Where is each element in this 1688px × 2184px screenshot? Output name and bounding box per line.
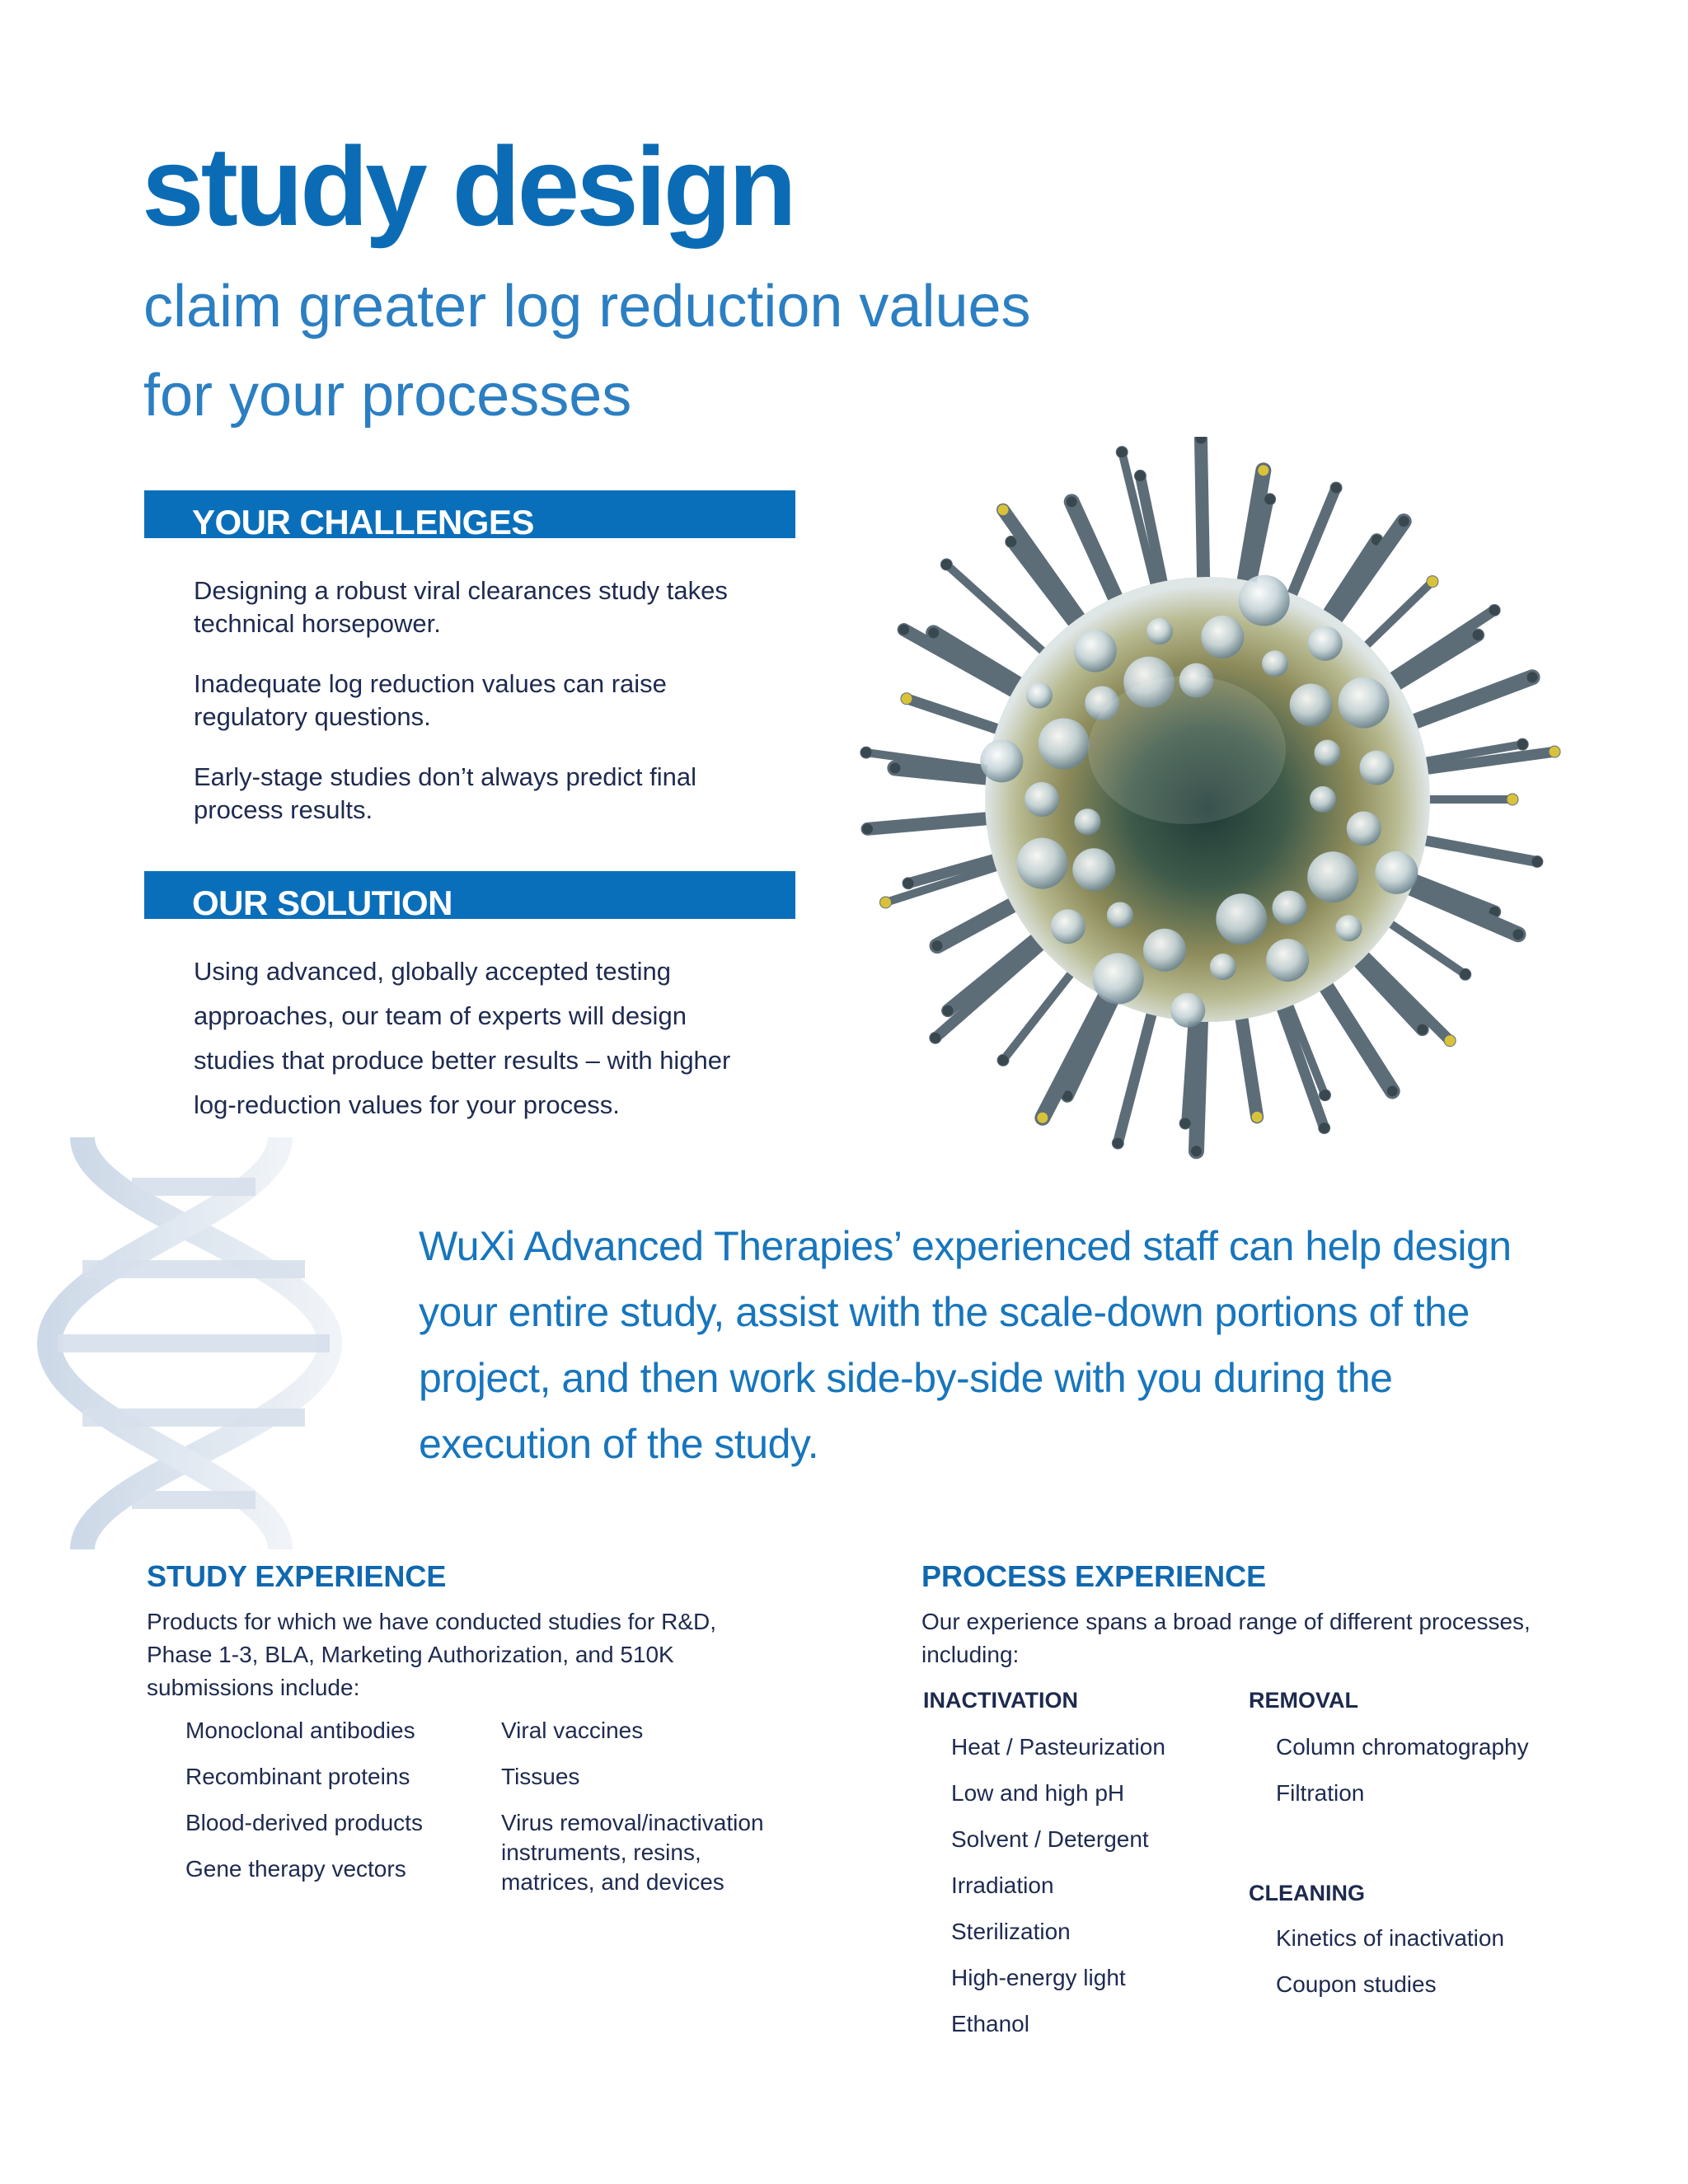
subtitle-line-2: for your processes: [143, 363, 632, 429]
list-item: Sterilization: [951, 1919, 1071, 1944]
list-item: Recombinant proteins: [185, 1764, 410, 1789]
subtitle-line-1: claim greater log reduction values: [143, 274, 1031, 340]
challenge-item: Inadequate log reduction values can raise regulatory questions.: [194, 669, 667, 731]
list-item: Heat / Pasteurization: [951, 1734, 1165, 1760]
removal-list: [1276, 1732, 1529, 1825]
page-title: study design: [142, 124, 794, 249]
page-subtitle: [143, 262, 1031, 440]
list-item: Solvent / Detergent: [951, 1826, 1149, 1852]
challenges-heading: YOUR CHALLENGES: [192, 503, 534, 538]
list-item: Filtration: [1276, 1780, 1365, 1806]
inactivation-heading: INACTIVATION: [923, 1688, 1078, 1713]
solution-heading: OUR SOLUTION: [192, 883, 452, 919]
list-item: Viral vaccines: [501, 1718, 644, 1743]
cleaning-list: [1276, 1924, 1504, 2016]
removal-heading: REMOVAL: [1249, 1688, 1358, 1713]
process-experience-intro: Our experience spans a broad range of different processes, including:: [921, 1609, 1531, 1667]
list-item: Monoclonal antibodies: [185, 1718, 415, 1743]
virus-illustration: [832, 437, 1574, 1162]
callout-statement: WuXi Advanced Therapies’ experienced staff can help design your entire study, assist with the scale-down portions of the project, and then work side-by-side with you during the execution of the study.: [419, 1223, 1512, 1467]
list-item: Virus removal/inactivation instruments, resins, matrices, and devices: [501, 1810, 764, 1895]
list-item: Ethanol: [951, 2011, 1029, 2036]
list-item: Gene therapy vectors: [185, 1856, 406, 1882]
list-item: Column chromatography: [1276, 1734, 1529, 1760]
study-products-list-1: [185, 1716, 423, 1900]
solution-heading-bar: [144, 871, 795, 919]
solution-text: Using advanced, globally accepted testing approaches, our team of experts will design studies that produce better results – with higher log-reduction values for your process.: [194, 957, 731, 1119]
list-item: Tissues: [501, 1764, 580, 1789]
list-item: Low and high pH: [951, 1780, 1125, 1806]
dna-helix-watermark: [33, 1137, 379, 1549]
list-item: High-energy light: [951, 1965, 1126, 1990]
challenges-heading-bar: [144, 490, 795, 538]
challenge-item: Designing a robust viral clearances study takes technical horsepower.: [194, 576, 728, 638]
list-item: Kinetics of inactivation: [1276, 1925, 1505, 1951]
inactivation-list: [951, 1732, 1165, 2055]
list-item: Coupon studies: [1276, 1971, 1437, 1997]
study-experience-intro: Products for which we have conducted studies for R&D, Phase 1-3, BLA, Marketing Authorization, and 510K submissions include:: [147, 1609, 717, 1700]
list-item: Blood-derived products: [185, 1810, 423, 1835]
list-item: Irradiation: [951, 1872, 1054, 1898]
study-products-list-2: [501, 1716, 798, 1914]
challenge-item: Early-stage studies don’t always predict final process results.: [194, 762, 696, 824]
cleaning-heading: CLEANING: [1249, 1881, 1365, 1905]
process-experience-heading: PROCESS EXPERIENCE: [921, 1559, 1267, 1593]
study-experience-heading: STUDY EXPERIENCE: [147, 1559, 447, 1593]
